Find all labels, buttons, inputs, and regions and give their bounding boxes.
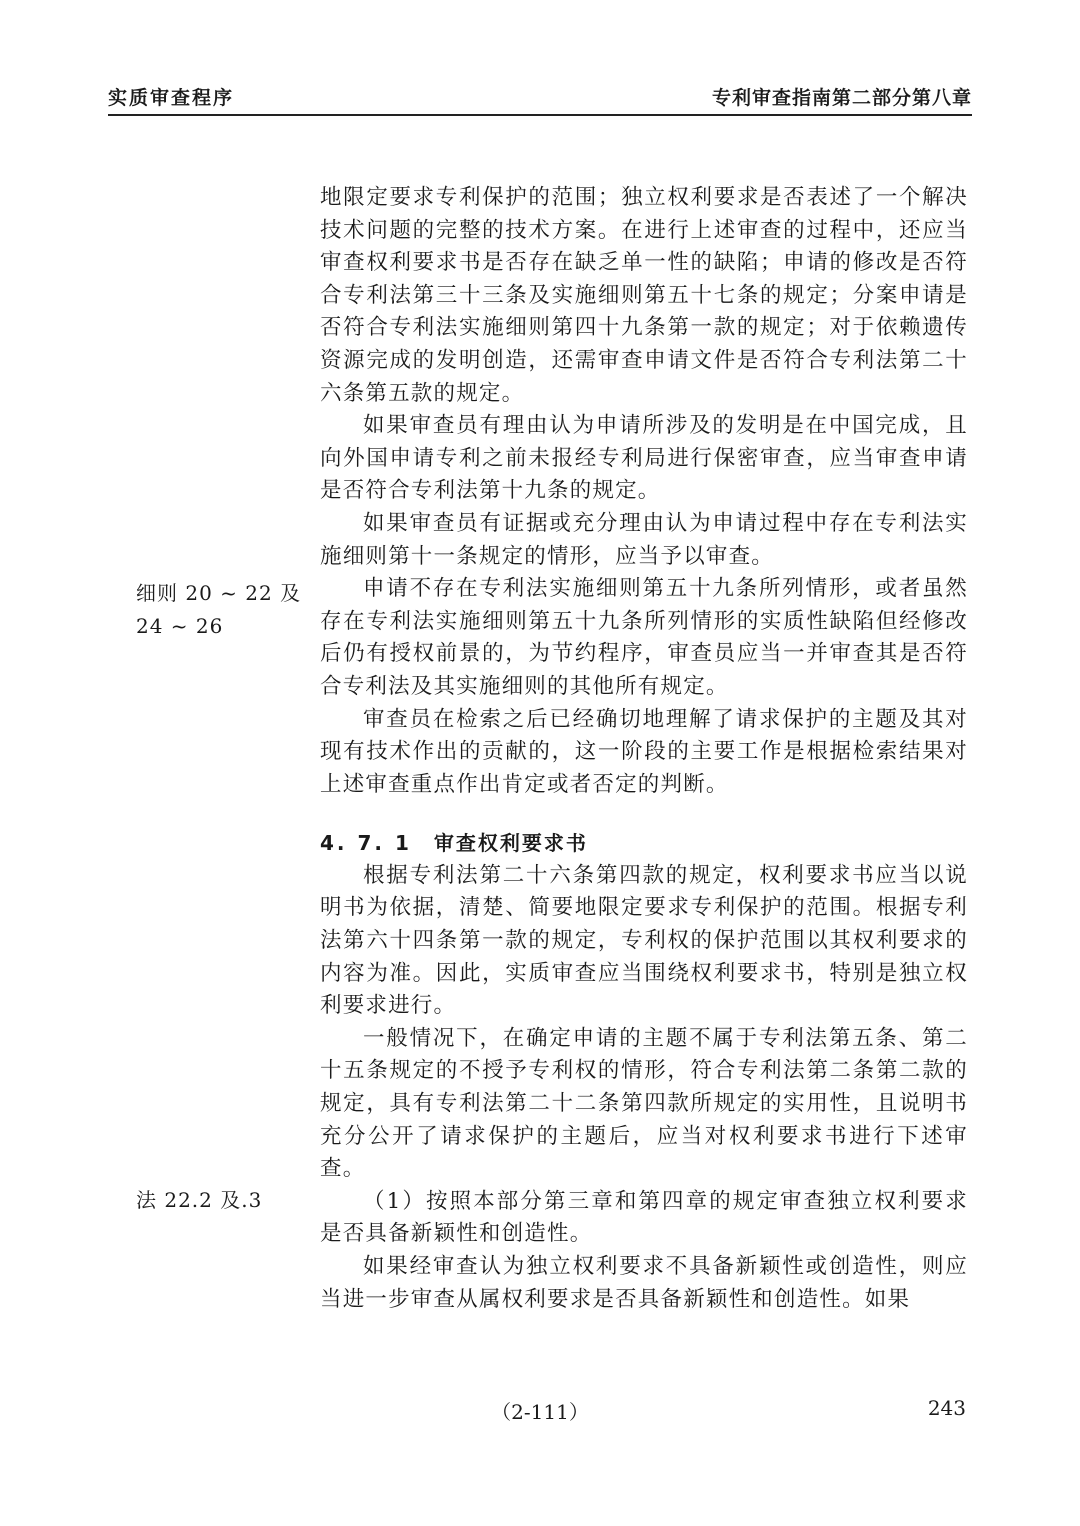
margin-note-law xyxy=(136,1184,316,1217)
main-body xyxy=(320,182,968,1316)
running-header xyxy=(108,84,972,116)
footer-code: （2-111） xyxy=(491,1400,589,1424)
paragraph: 地限定要求专利保护的范围；独立权利要求是否表述了一个解决技术问题的完整的技术方案。在进行上述审查的过程中，还应当审查权利要求书是否存在缺乏单一性的缺陷；申请的修改是否符合专利法第三十三条及实施细则第五十七条的规定；分案申请是否符合专利法实施细则第四十九条第一款的规定；对于依赖遗传资源完成的发明创造，还需审查申请文件是否符合专利法第二十六条第五款的规定。 xyxy=(320,185,968,406)
section-heading xyxy=(320,827,968,860)
paragraph: 如果审查员有证据或充分理由认为申请过程中存在专利法实施细则第十一条规定的情形，应当予以审查。 xyxy=(320,510,968,569)
paragraph: 如果经审查认为独立权利要求不具备新颖性或创造性，则应当进一步审查从属权利要求是否具备新颖性和创造性。如果 xyxy=(320,1254,968,1312)
header-left-title: 实质审查程序 xyxy=(108,87,235,109)
header-right-title: 专利审查指南第二部分第八章 xyxy=(711,87,972,109)
paragraph: 申请不存在专利法实施细则第五十九条所列情形，或者虽然存在专利法实施细则第五十九条所列情形的实质性缺陷但经修改后仍有授权前景的，为节约程序，审查员应当一并审查其是否符合专利法及其实施细则的其他所有规定。 xyxy=(320,576,968,699)
paragraph: 如果审查员有理由认为申请所涉及的发明是在中国完成，且向外国申请专利之前未报经专利局进行保密审查，应当审查申请是否符合专利法第十九条的规定。 xyxy=(320,413,968,504)
paragraph: 根据专利法第二十六条第四款的规定，权利要求书应当以说明书为依据，清楚、简要地限定要求专利保护的范围。根据专利法第六十四条第一款的规定，专利权的保护范围以其权利要求的内容为准。因此，实质审查应当围绕权利要求书，特别是独立权利要求进行。 xyxy=(320,862,968,1019)
paragraph: 审查员在检索之后已经确切地理解了请求保护的主题及其对现有技术作出的贡献的，这一阶段的主要工作是根据检索结果对上述审查重点作出肯定或者否定的判断。 xyxy=(320,706,968,797)
section-number: 4. 7. 1 xyxy=(320,831,412,856)
paragraph: 一般情况下，在确定申请的主题不属于专利法第五条、第二十五条规定的不授予专利权的情形，符合专利法第二条第二款的规定，具有专利法第二十二条第四款所规定的实用性，且说明书充分公开了请求保护的主题后，应当对权利要求书进行下述审查。 xyxy=(320,1025,968,1182)
section-title: 审查权利要求书 xyxy=(433,831,588,856)
margin-note-line: 法 22.2 及.3 xyxy=(136,1188,263,1212)
margin-note-rules xyxy=(136,577,316,643)
margin-note-line: 细则 20 ~ 22 及 xyxy=(136,581,302,605)
page-number: 243 xyxy=(927,1396,966,1420)
margin-note-line: 24 ~ 26 xyxy=(136,614,224,638)
paragraph: （1）按照本部分第三章和第四章的规定审查独立权利要求是否具备新颖性和创造性。 xyxy=(320,1188,968,1247)
